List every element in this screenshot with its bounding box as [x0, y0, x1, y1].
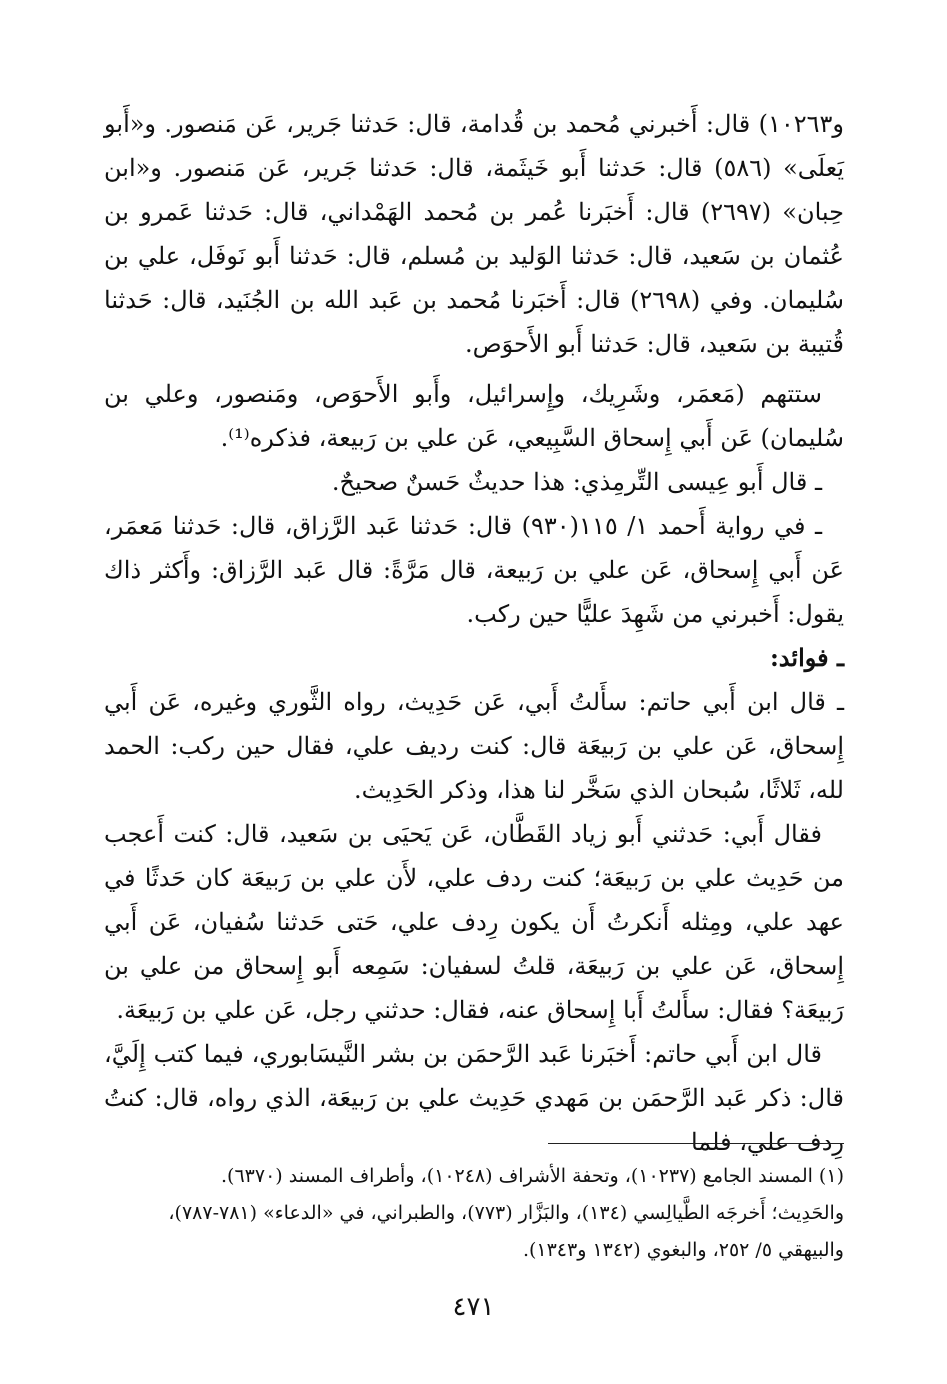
paragraph-summary: ستتهم (مَعمَر، وشَرِيك، وإِسرائيل، وأَبو الأَحوَص، ومَنصور، وعلي بن سُليمان) عَن أَبي إِسحاق السَّبِيعي، عَن علي بن رَبيعة، فذكره⁽¹⁾.: [104, 380, 844, 452]
section-heading-benefits: ـ فوائد:: [769, 643, 844, 672]
footnote-separator: [548, 1143, 844, 1144]
paragraph-tirmidhi-ruling: ـ قال أَبو عِيسى التِّرمِذي: هذا حديثٌ حَسنٌ صحيحٌ.: [331, 468, 822, 496]
paragraph-ibn-abi-hatim-question: ـ قال ابن أَبي حاتم: سأَلتُ أَبي، عَن حَدِيث، رواه الثَّوري وغيره، عَن أَبي إِسحاق، عَن علي بن رَبيعَة قال: كنت رديف علي، فقال حين ركب: الحمد لله، ثَلاثًا، سُبحان الذي سَخَّر لنا هذا، وذكر الحَدِيث.: [104, 688, 844, 804]
paragraph-ibn-abi-hatim-report: قال ابن أَبي حاتم: أَخبَرنا عَبد الرَّحمَن بن بشر النَّيسَابوري، فيما كتب إِلَيَّ، قال: ذكر عَبد الرَّحمَن بن مَهدي حَدِيث علي بن رَبيعَة، الذي رواه، قال: كنتُ رِدف علي، فلما: [104, 1040, 844, 1156]
paragraph-ahmad-narration: ـ في رواية أَحمد ١/ ١١٥(٩٣٠) قال: حَدثنا عَبد الرَّزاق، قال: حَدثنا مَعمَر، عَن أَبي إِسحاق، عَن علي بن رَبيعة، قال مَرَّةً: قال عَبد الرَّزاق: وأَكثر ذاك يقول: أَخبرني من شَهِدَ عليًّا حين ركب.: [104, 512, 844, 628]
main-text: [104, 102, 844, 1164]
paragraph-isnad-sources: و۱۰۲٦۳) قال: أَخبرني مُحمد بن قُدامة، قال: حَدثنا جَرير، عَن مَنصور. و«أَبو يَعلَى» (٥٨٦) قال: حَدثنا أَبو خَيثَمة، قال: حَدثنا جَرير، عَن مَنصور. و«ابن حِبان» (٢٦٩٧) قال: أَخبَرنا عُمر بن مُحمد الهَمْداني، قال: حَدثنا عَمرو بن عُثمان بن سَعيد، قال: حَدثنا الوَليد بن مُسلم، قال: حَدثنا أَبو نَوفَل، علي بن سُليمان. وفي (٢٦٩٨) قال: أَخبَرنا مُحمد بن عَبد الله بن الجُنَيد، قال: حَدثنا قُتيبة بن سَعيد، قال: حَدثنا أَبو الأَحوَص.: [104, 110, 845, 358]
paragraph-abi-response: فقال أَبي: حَدثني أَبو زياد القَطَّان، عَن يَحيَى بن سَعيد، قال: كنت أَعجب من حَدِيث علي بن رَبيعَة؛ كنت ردف علي، لأَن علي بن رَبيعَة كان حَدثًا في عهد علي، ومِثله أَنكرتُ أَن يكون رِدف علي، حَتى حَدثنا سُفيان، عَن أَبي إِسحاق، عَن علي بن رَبيعَة، قلتُ لسفيان: سَمِعه أَبو إِسحاق من علي بن رَبيعَة؟ فقال: سأَلتُ أَبا إِسحاق عنه، فقال: حدثني رجل، عَن علي بن رَبيعَة.: [104, 820, 844, 1024]
footnote-1-continued: والحَدِيث؛ أَخرجَه الطَّيالِسي (١٣٤)، والبَزَّار (٧٧٣)، والطبراني، في «الدعاء» (٧٨١-٧٨٧)، والبيهقي ٥/ ٢٥٢، والبغوي (١٣٤٢ و١٣٤٣).: [168, 1202, 844, 1261]
footnotes: [104, 1158, 844, 1269]
footnote-1: (١) المسند الجامع (١٠٢٣٧)، وتحفة الأشراف (١٠٢٤٨)، وأطراف المسند (٦٣٧٠).: [221, 1165, 844, 1187]
page-number: ٤٧١: [452, 1292, 495, 1322]
